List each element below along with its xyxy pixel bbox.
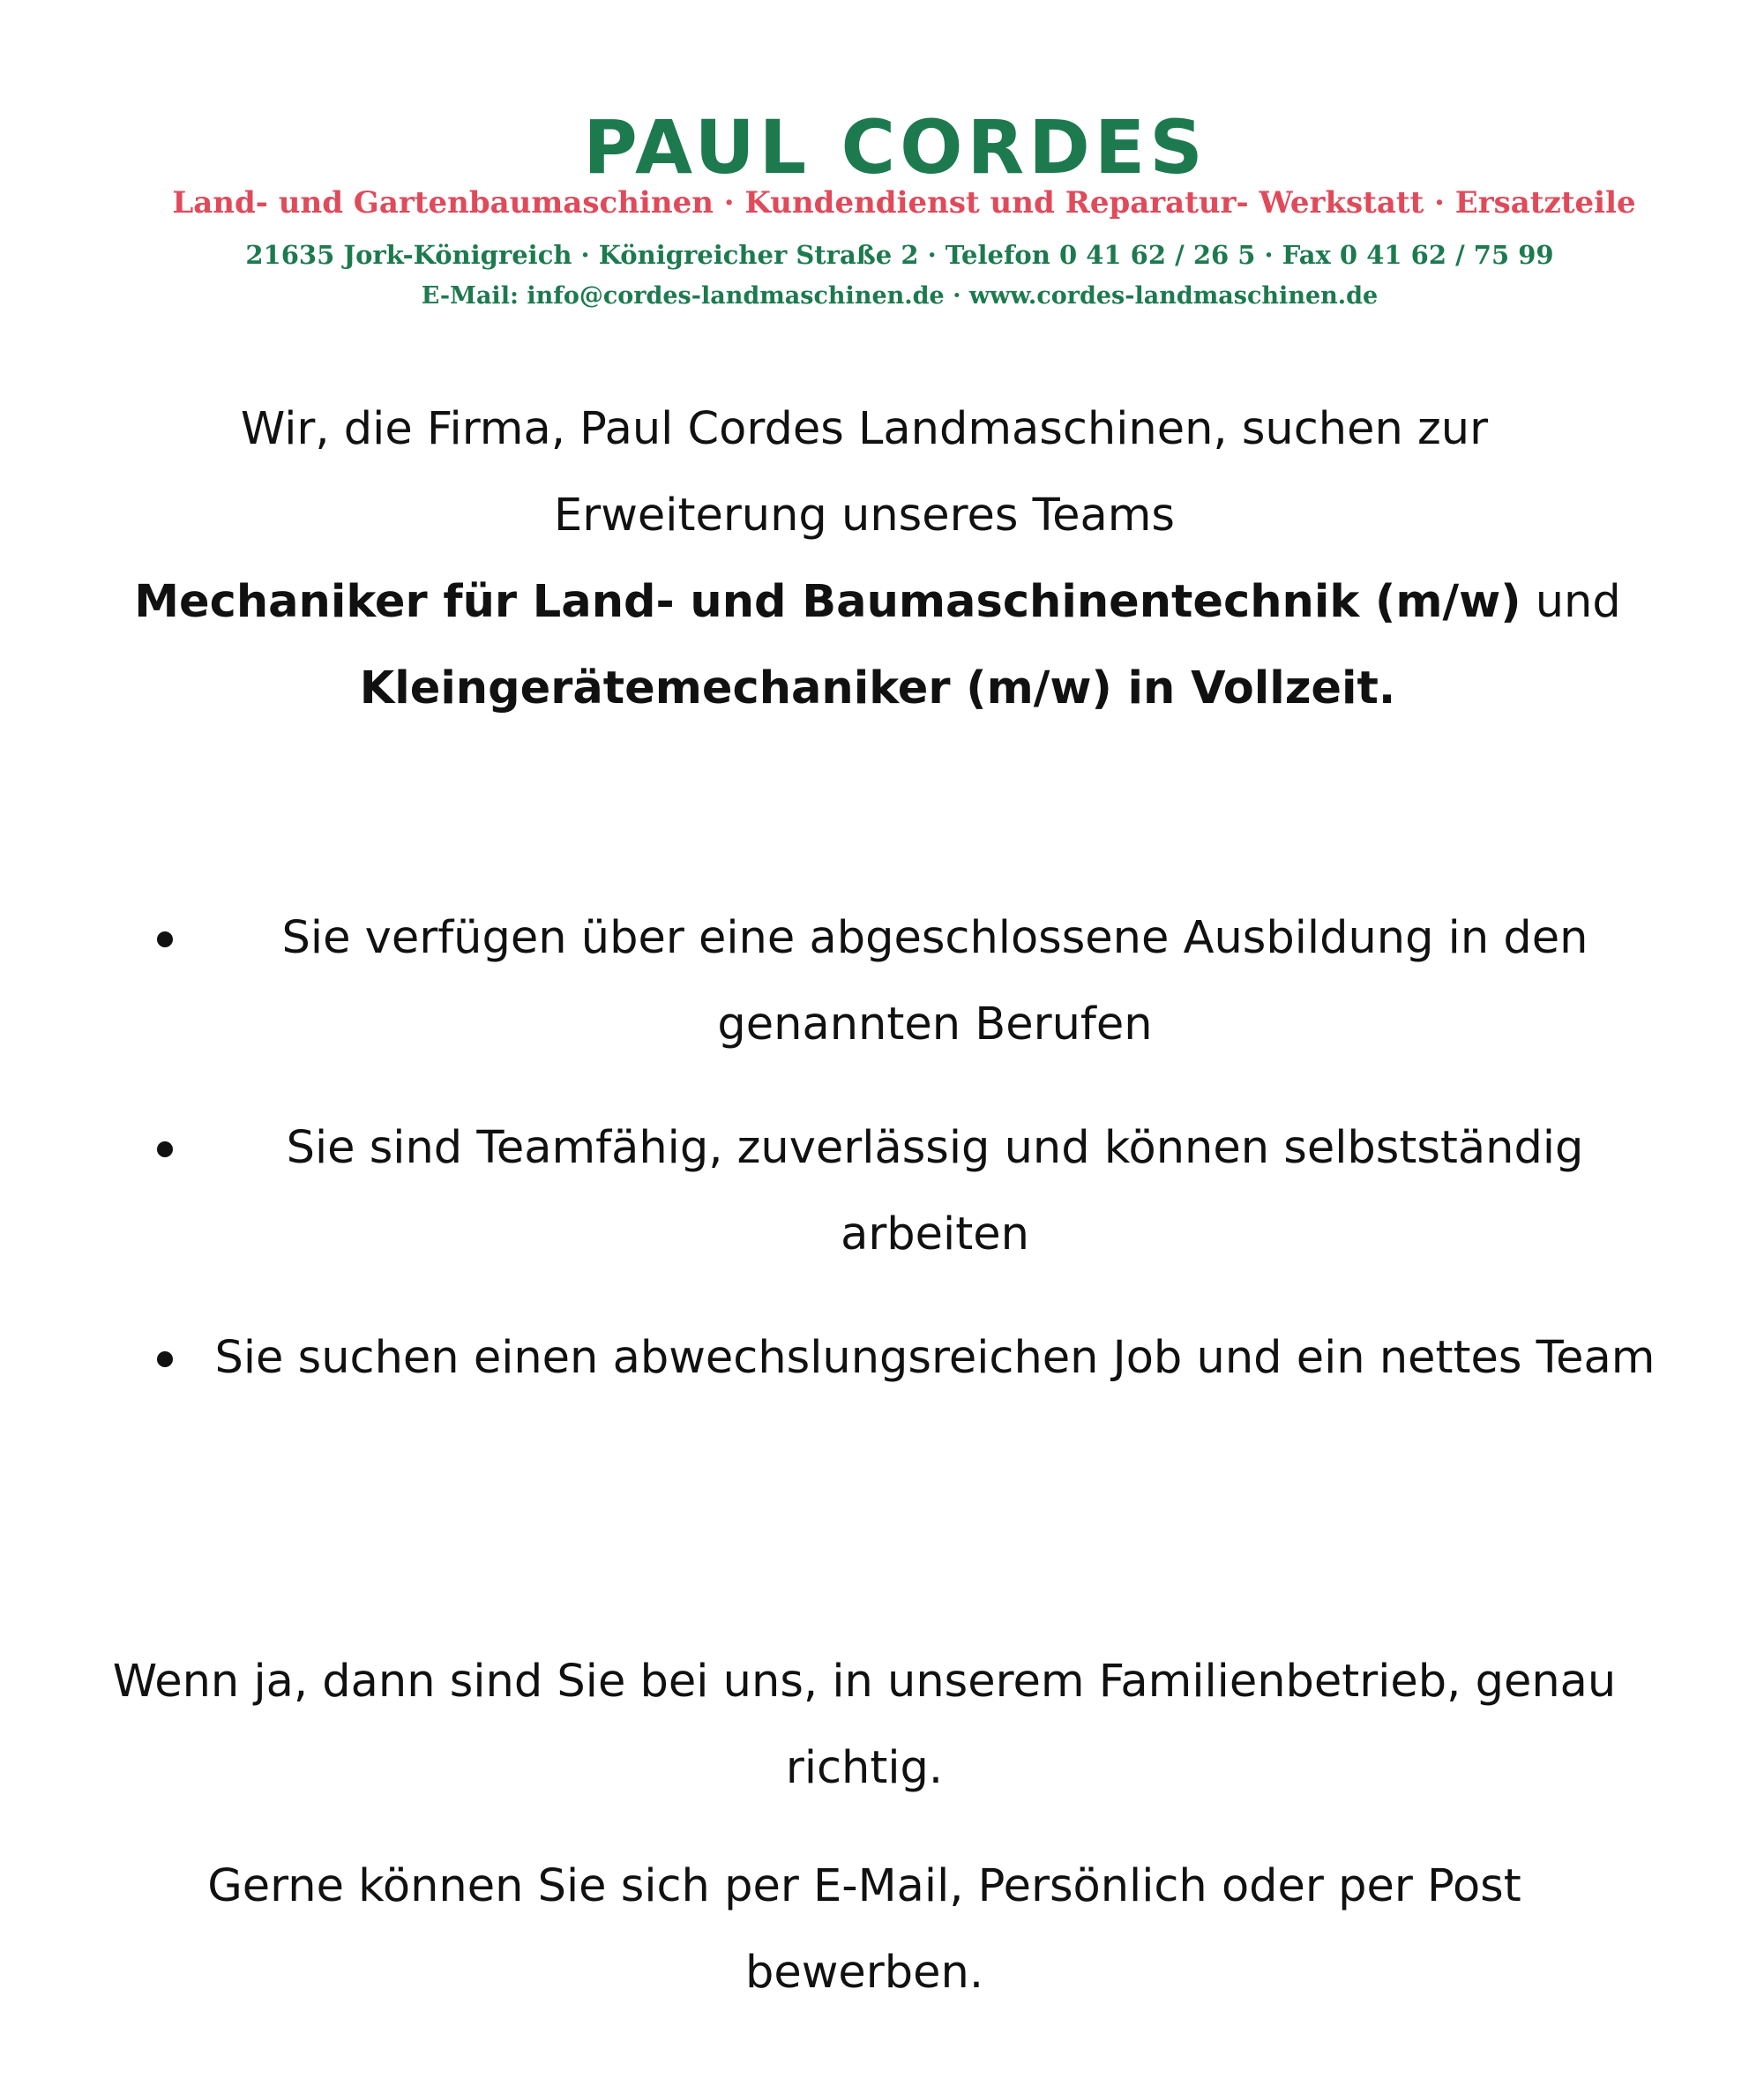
positions-paragraph [97,559,1658,732]
position-title-1: Mechaniker für Land- und Baumaschinentechnik (m/w) [134,576,1521,628]
list-item [141,1315,1658,1402]
closing-paragraph-1: Wenn ja, dann sind Sie bei uns, in unserem Familienbetrieb, genau richtig. [112,1656,1617,1794]
bullet-icon [157,931,173,947]
positions-connector: und [1521,576,1621,628]
requirements-list [141,895,1658,1439]
bullet-icon [157,1141,173,1157]
list-item [141,895,1658,1068]
requirement-text: Sie sind Teamfähig, zuverlässig und können selbstständig arbeiten [286,1122,1584,1260]
intro-paragraph: Wir, die Firma, Paul Cordes Landmaschinen, suchen zur Erweiterung unseres Teams [240,403,1489,542]
company-contact: E-Mail: info@cordes-landmaschinen.de · www.cordes-landmaschinen.de [421,282,1379,310]
closing-paragraph-2: Gerne können Sie sich per E-Mail, Persönlich oder per Post bewerben. [207,1860,1521,1999]
company-tagline: Land- und Gartenbaumaschinen · Kundendienst und Reparatur- Werkstatt · Ersatzteile [172,185,1636,221]
list-item [141,1105,1658,1278]
position-title-2: Kleingerätemechaniker (m/w) in Vollzeit. [359,662,1396,714]
requirement-text: Sie verfügen über eine abgeschlossene Ausbildung in den genannten Berufen [281,912,1588,1051]
company-name: PAUL CORDES [583,104,1207,191]
requirement-text: Sie suchen einen abwechslungsreichen Job und ein nettes Team [214,1332,1656,1384]
company-address: 21635 Jork-Königreich · Königreicher Straße 2 · Telefon 0 41 62 / 26 5 · Fax 0 41 62 / 75 99 [245,240,1554,270]
bullet-icon [157,1351,173,1367]
